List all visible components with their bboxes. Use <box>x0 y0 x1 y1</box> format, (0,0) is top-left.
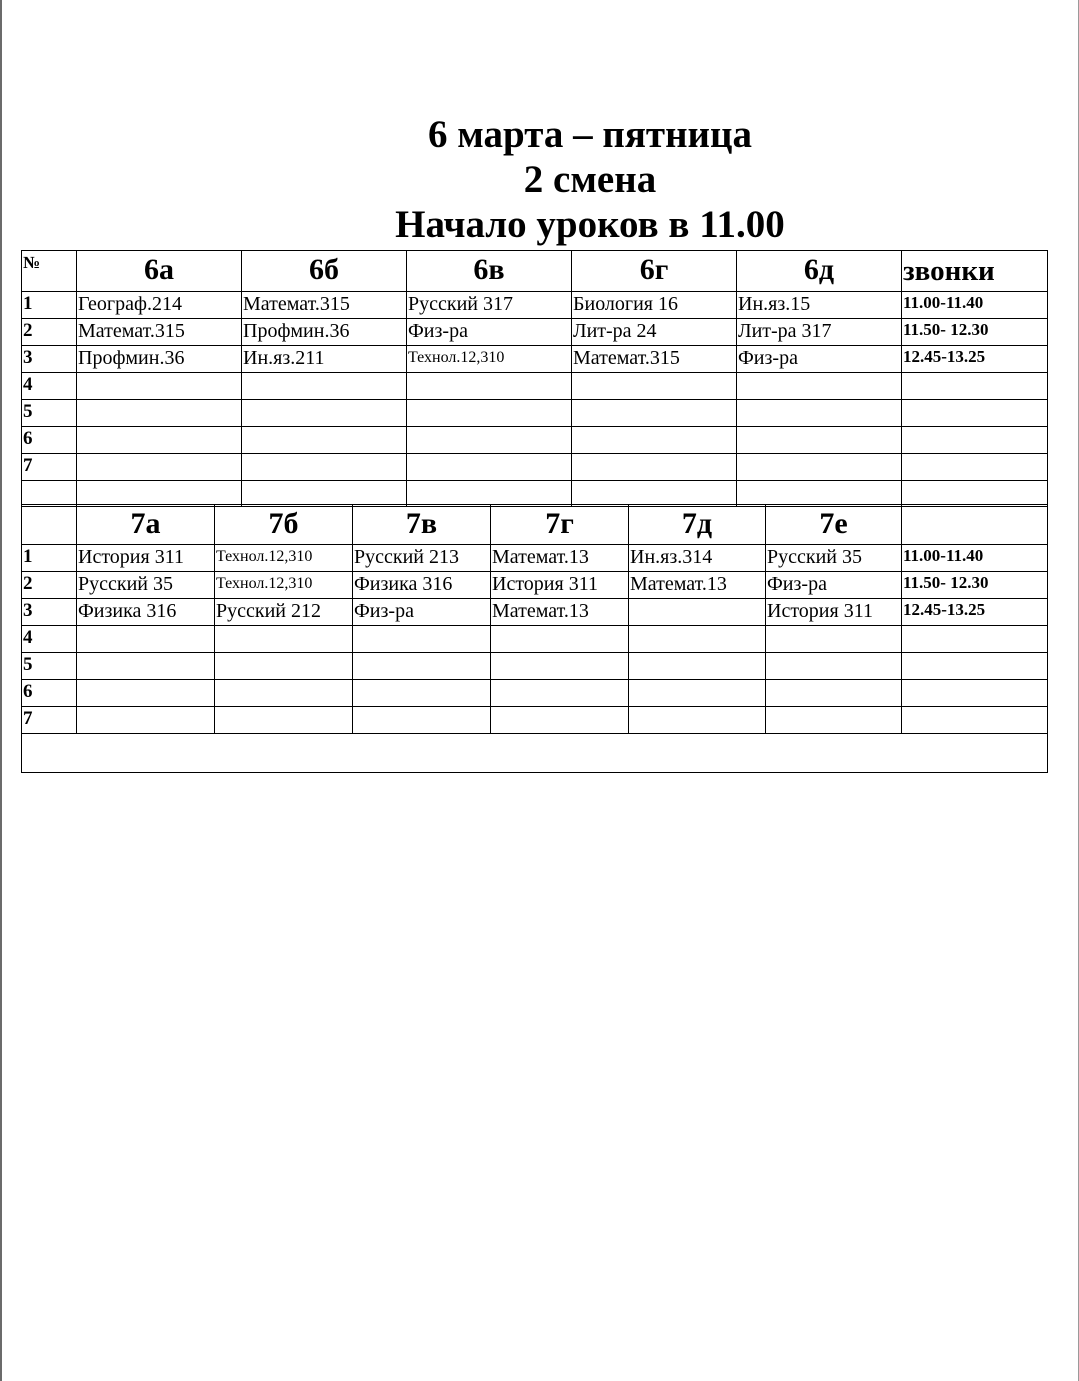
lesson-cell: Ин.яз.15 <box>737 292 902 319</box>
lesson-cell <box>491 653 629 680</box>
lesson-cell: Технол.12,310 <box>215 572 353 599</box>
lesson-cell <box>629 599 766 626</box>
lesson-cell: Математ.13 <box>491 545 629 572</box>
lesson-cell <box>629 707 766 734</box>
table-row <box>22 319 1048 346</box>
lesson-cell: Технол.12,310 <box>407 346 572 373</box>
empty-cell <box>22 505 77 545</box>
empty-cell <box>242 481 407 507</box>
lesson-cell: Профмин.36 <box>242 319 407 346</box>
lesson-number: 3 <box>22 346 77 373</box>
lesson-cell: Математ.13 <box>629 572 766 599</box>
bells-column-header: звонки <box>902 251 1048 292</box>
empty-cell <box>22 481 77 507</box>
lesson-cell: Технол.12,310 <box>215 545 353 572</box>
lesson-cell <box>766 707 902 734</box>
bell-time <box>902 454 1048 481</box>
table-row-empty <box>22 481 1048 507</box>
lesson-cell <box>77 680 215 707</box>
lesson-cell <box>629 653 766 680</box>
class-header: 6б <box>242 251 407 292</box>
bell-time: 11.00-11.40 <box>902 545 1048 572</box>
lesson-number: 2 <box>22 319 77 346</box>
lesson-number: 3 <box>22 599 77 626</box>
lesson-cell: Биология 16 <box>572 292 737 319</box>
lesson-number: 4 <box>22 373 77 400</box>
table-row <box>22 599 1048 626</box>
lesson-cell: Математ.315 <box>242 292 407 319</box>
table-row <box>22 707 1048 734</box>
bell-time: 12.45-13.25 <box>902 346 1048 373</box>
class-header: 7г <box>491 505 629 545</box>
lesson-cell <box>77 653 215 680</box>
bell-time: 11.50- 12.30 <box>902 319 1048 346</box>
lesson-cell <box>407 373 572 400</box>
bell-time <box>902 373 1048 400</box>
lesson-number: 2 <box>22 572 77 599</box>
lesson-cell: Физика 316 <box>77 599 215 626</box>
lesson-number: 7 <box>22 454 77 481</box>
table-row <box>22 653 1048 680</box>
schedule-header <box>0 112 1079 247</box>
lesson-cell <box>629 626 766 653</box>
lesson-cell <box>353 653 491 680</box>
lesson-number: 5 <box>22 400 77 427</box>
lesson-cell <box>491 680 629 707</box>
table-row <box>22 545 1048 572</box>
lesson-cell: Лит-ра 317 <box>737 319 902 346</box>
lesson-cell <box>353 707 491 734</box>
lesson-cell: Профмин.36 <box>77 346 242 373</box>
lesson-cell <box>572 454 737 481</box>
bell-time <box>902 626 1048 653</box>
lesson-cell: Географ.214 <box>77 292 242 319</box>
lesson-cell <box>407 400 572 427</box>
empty-cell <box>572 481 737 507</box>
lesson-cell <box>77 454 242 481</box>
date-line: 6 марта – пятница <box>428 113 752 156</box>
lesson-cell <box>629 680 766 707</box>
lesson-cell <box>491 707 629 734</box>
lesson-cell <box>737 373 902 400</box>
table-header-row <box>22 505 1048 545</box>
bell-time <box>902 680 1048 707</box>
lesson-cell <box>572 373 737 400</box>
lesson-number: 1 <box>22 545 77 572</box>
lesson-cell <box>766 626 902 653</box>
class-header: 6д <box>737 251 902 292</box>
class-header: 6а <box>77 251 242 292</box>
bell-time <box>902 400 1048 427</box>
lesson-cell: Лит-ра 24 <box>572 319 737 346</box>
lesson-cell <box>737 427 902 454</box>
lesson-number: 6 <box>22 680 77 707</box>
empty-cell <box>77 481 242 507</box>
lesson-cell <box>215 707 353 734</box>
empty-cell <box>22 734 1048 773</box>
number-column-header: № <box>22 251 77 292</box>
table-header-row <box>22 251 1048 292</box>
empty-cell <box>902 481 1048 507</box>
lesson-cell <box>737 454 902 481</box>
table-row <box>22 572 1048 599</box>
lesson-cell: Ин.яз.211 <box>242 346 407 373</box>
table-row <box>22 427 1048 454</box>
class-header: 7а <box>77 505 215 545</box>
table-row <box>22 292 1048 319</box>
lesson-cell <box>737 400 902 427</box>
class-header: 7д <box>629 505 766 545</box>
lesson-cell <box>572 427 737 454</box>
table-row <box>22 680 1048 707</box>
empty-cell <box>902 505 1048 545</box>
bell-time: 11.50- 12.30 <box>902 572 1048 599</box>
lesson-cell: Физ-ра <box>407 319 572 346</box>
lesson-number: 7 <box>22 707 77 734</box>
class-header: 7е <box>766 505 902 545</box>
lesson-number: 5 <box>22 653 77 680</box>
bell-time: 12.45-13.25 <box>902 599 1048 626</box>
grade6-schedule-table <box>21 250 1048 507</box>
lesson-cell: Физ-ра <box>737 346 902 373</box>
class-header: 7в <box>353 505 491 545</box>
lesson-cell: Математ.315 <box>572 346 737 373</box>
lesson-cell <box>407 454 572 481</box>
table-row <box>22 626 1048 653</box>
lesson-cell <box>766 653 902 680</box>
lesson-cell <box>491 626 629 653</box>
lesson-cell: Русский 317 <box>407 292 572 319</box>
lesson-cell: Физ-ра <box>353 599 491 626</box>
bell-time: 11.00-11.40 <box>902 292 1048 319</box>
lesson-cell <box>353 680 491 707</box>
lesson-cell: Математ.315 <box>77 319 242 346</box>
start-time-line: Начало уроков в 11.00 <box>395 203 785 246</box>
lesson-cell: Математ.13 <box>491 599 629 626</box>
lesson-cell <box>242 427 407 454</box>
lesson-cell <box>77 626 215 653</box>
lesson-cell <box>77 707 215 734</box>
bell-time <box>902 707 1048 734</box>
lesson-cell: История 311 <box>77 545 215 572</box>
class-header: 6в <box>407 251 572 292</box>
bell-time <box>902 427 1048 454</box>
lesson-number: 4 <box>22 626 77 653</box>
lesson-cell: Ин.яз.314 <box>629 545 766 572</box>
lesson-cell: История 311 <box>766 599 902 626</box>
lesson-cell <box>242 373 407 400</box>
class-header: 7б <box>215 505 353 545</box>
lesson-cell <box>77 427 242 454</box>
shift-line: 2 смена <box>523 158 657 201</box>
lesson-cell <box>766 680 902 707</box>
lesson-cell <box>353 626 491 653</box>
table-row <box>22 373 1048 400</box>
table-row <box>22 346 1048 373</box>
empty-cell <box>407 481 572 507</box>
lesson-cell <box>215 653 353 680</box>
lesson-number: 1 <box>22 292 77 319</box>
lesson-cell: Русский 35 <box>766 545 902 572</box>
table-row-empty <box>22 734 1048 773</box>
lesson-cell: Русский 213 <box>353 545 491 572</box>
lesson-cell: Физика 316 <box>353 572 491 599</box>
lesson-cell <box>77 373 242 400</box>
lesson-cell: Физ-ра <box>766 572 902 599</box>
grade7-schedule-table <box>21 504 1048 773</box>
lesson-cell: Русский 212 <box>215 599 353 626</box>
table-row <box>22 454 1048 481</box>
lesson-cell <box>242 400 407 427</box>
lesson-cell <box>407 427 572 454</box>
lesson-number: 6 <box>22 427 77 454</box>
lesson-cell <box>77 400 242 427</box>
lesson-cell <box>215 680 353 707</box>
empty-cell <box>737 481 902 507</box>
lesson-cell <box>215 626 353 653</box>
lesson-cell: История 311 <box>491 572 629 599</box>
class-header: 6г <box>572 251 737 292</box>
lesson-cell <box>572 400 737 427</box>
lesson-cell: Русский 35 <box>77 572 215 599</box>
table-row <box>22 400 1048 427</box>
lesson-cell <box>242 454 407 481</box>
bell-time <box>902 653 1048 680</box>
